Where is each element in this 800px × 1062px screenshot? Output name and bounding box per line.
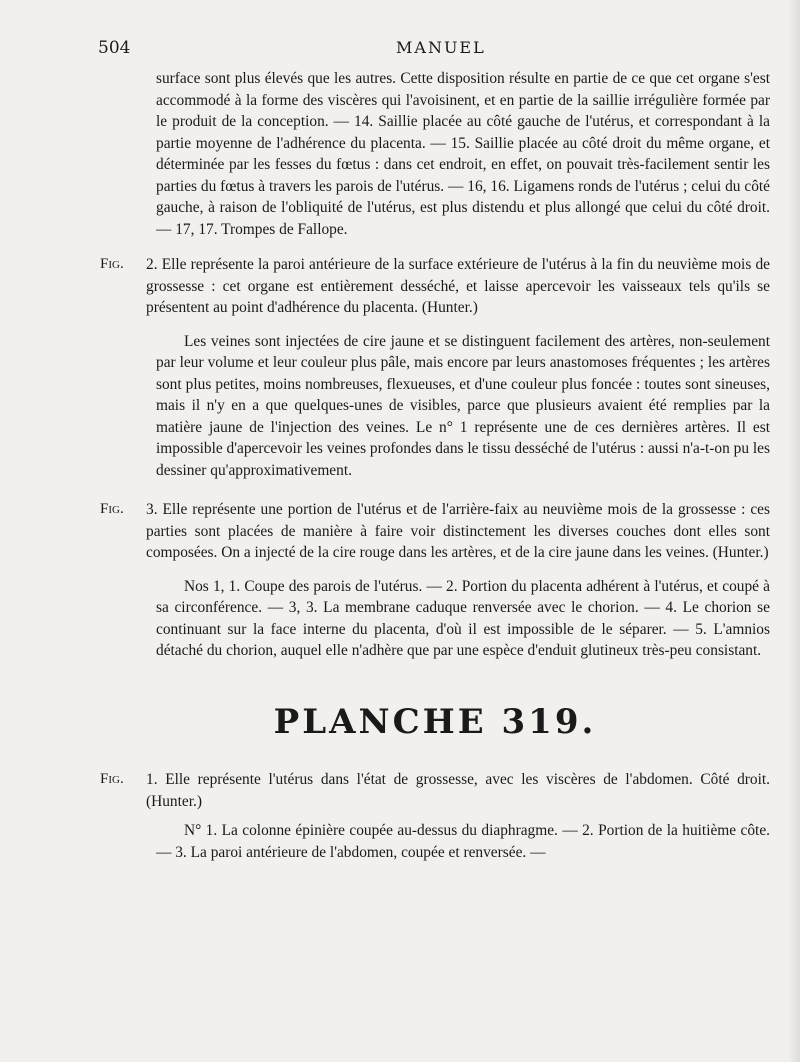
figure-label: Fig. bbox=[100, 771, 124, 787]
figure-1-note: N° 1. La colonne épinière coupée au-dessus du diaphragme. — 2. Portion de la huitième côte. — 3. La paroi antérieure de l'abdomen, coupée et renversée. — bbox=[156, 822, 770, 861]
figure-3-entry bbox=[100, 499, 770, 564]
plate-title: PLANCHE 319. bbox=[273, 701, 597, 742]
figure-1-caption: 1. Elle représente l'utérus dans l'état de grossesse, avec les viscères de l'abdomen. Côté droit. (Hunter.) bbox=[146, 771, 770, 810]
figure-1-entry bbox=[100, 769, 770, 812]
page-body bbox=[100, 68, 770, 863]
figure-2-note: Les veines sont injectées de cire jaune et se distinguent facilement des artères, non-seulement par leur volume et leur couleur plus pâle, mais encore par leurs anastomoses fréquentes ; les artères sont plus petites, moins nombreuses, flexueuses, et d'une couleur plus foncée : toutes sont sineuses, mais il n'y en a que quelques-unes de visibles, parce que plusieurs avaient été remplies par la matière jaune de l'injection des veines. Le n° 1 représente une de ces dernières artères. Il est impossible d'apercevoir les veines profondes dans le tissu desséché de l'utérus : aussi n'a-t-on pu les dessiner qu'approximativement. bbox=[156, 332, 770, 479]
continued-paragraph: surface sont plus élevés que les autres. Cette disposition résulte en partie de ce que cet organe s'est accommodé à la forme des viscères qui l'avoisinent, et en partie de la saillie irrégulière formée par le produit de la conception. — 14. Saillie placée au côté gauche de l'utérus, et correspondant à la partie moyenne de l'adhérence du placenta. — 15. Saillie placée au côté droit du même organe, et déterminée par les fesses du fœtus : dans cet endroit, en effet, on pouvait très-facilement sentir les parties du fœtus à travers les parois de l'utérus. — 16, 16. Ligamens ronds de l'utérus ; celui du côté gauche, à raison de l'obliquité de l'utérus, est plus distendu et plus allongé que celui du côté droit. — 17, 17. Trompes de Fallope. bbox=[156, 70, 770, 238]
page-number: 504 bbox=[98, 38, 131, 58]
page-header bbox=[0, 38, 800, 62]
figure-3-note: Nos 1, 1. Coupe des parois de l'utérus. — 2. Portion du placenta adhérent à l'utérus, et coupé à sa circonférence. — 3, 3. La membrane caduque renversée avec le chorion. — 4. Le chorion se continuant sur la face interne du placenta, d'où il est impossible de le séparer. — 5. L'amnios détaché du chorion, auquel elle n'adhère que par une espèce d'enduit glutineux très-peu consistant. bbox=[156, 577, 770, 659]
running-title: MANUEL bbox=[396, 38, 486, 57]
figure-3-caption: 3. Elle représente une portion de l'utérus et de l'arrière-faix au neuvième mois de la grossesse : ces parties sont placées de manière à faire voir distinctement les diverses couches dont elles sont composées. On a injecté de la cire rouge dans les artères, et de la cire jaune dans les veines. (Hunter.) bbox=[146, 501, 770, 561]
figure-label: Fig. bbox=[100, 501, 124, 517]
figure-label: Fig. bbox=[100, 256, 124, 272]
figure-2-caption: 2. Elle représente la paroi antérieure de la surface extérieure de l'utérus à la fin du neuvième mois de grossesse : cet organe est entièrement desséché, et laisse apercevoir les vaisseaux tels qu'ils se présentent au point d'adhérence du placenta. (Hunter.) bbox=[146, 256, 770, 316]
page-fold-shadow bbox=[788, 0, 800, 1062]
figure-2-entry bbox=[100, 254, 770, 319]
